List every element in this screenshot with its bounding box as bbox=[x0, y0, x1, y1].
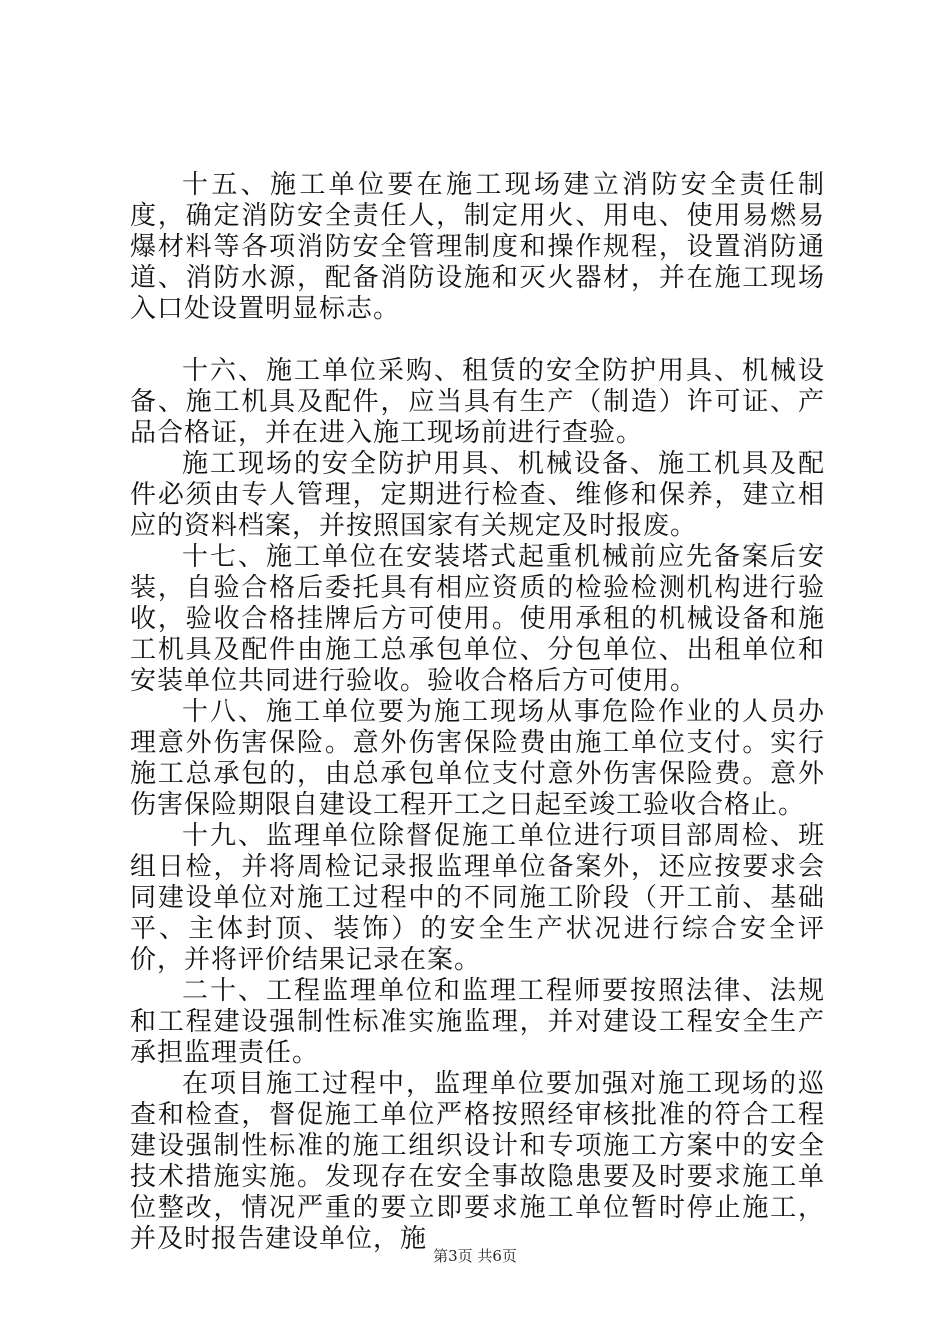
paragraph: 十九、监理单位除督促施工单位进行项目部周检、班组日检，并将周检记录报监理单位备案外，还应按要求会同建设单位对施工过程中的不同施工阶段（开工前、基础平、主体封顶、装饰）的安全生产状况进行综合安全评价，并将评价结果记录在案。 bbox=[130, 821, 825, 975]
paragraph: 二十、工程监理单位和监理工程师要按照法律、法规和工程建设强制性标准实施监理，并对建设工程安全生产承担监理责任。 bbox=[130, 976, 825, 1068]
paragraph: 十七、施工单位在安装塔式起重机械前应先备案后安装，自验合格后委托具有相应资质的检验检测机构进行验收，验收合格挂牌后方可使用。使用承租的机械设备和施工机具及配件由施工总承包单位、分包单位、出租单位和安装单位共同进行验收。验收合格后方可使用。 bbox=[130, 542, 825, 696]
document-body bbox=[130, 170, 825, 1255]
paragraph: 在项目施工过程中，监理单位要加强对施工现场的巡查和检查，督促施工单位严格按照经审核批准的符合工程建设强制性标准的施工组织设计和专项施工方案中的安全技术措施实施。发现存在安全事故隐患要及时要求施工单位整改，情况严重的要立即要求施工单位暂时停止施工，并及时报告建设单位，施 bbox=[130, 1069, 825, 1254]
paragraph: 十八、施工单位要为施工现场从事危险作业的人员办理意外伤害保险。意外伤害保险费由施工单位支付。实行施工总承包的，由总承包单位支付意外伤害保险费。意外伤害保险期限自建设工程开工之日起至竣工验收合格止。 bbox=[130, 697, 825, 820]
page-number-footer: 第3页 共6页 bbox=[433, 1247, 517, 1265]
paragraph: 施工现场的安全防护用具、机械设备、施工机具及配件必须由专人管理，定期进行检查、维修和保养，建立相应的资料档案，并按照国家有关规定及时报废。 bbox=[130, 449, 825, 541]
paragraph: 十五、施工单位要在施工现场建立消防安全责任制度，确定消防安全责任人，制定用火、用电、使用易燃易爆材料等各项消防安全管理制度和操作规程，设置消防通道、消防水源，配备消防设施和灭火器材，并在施工现场入口处设置明显标志。 bbox=[130, 170, 825, 324]
paragraph: 十六、施工单位采购、租赁的安全防护用具、机械设备、施工机具及配件，应当具有生产（制造）许可证、产品合格证，并在进入施工现场前进行查验。 bbox=[130, 356, 825, 448]
